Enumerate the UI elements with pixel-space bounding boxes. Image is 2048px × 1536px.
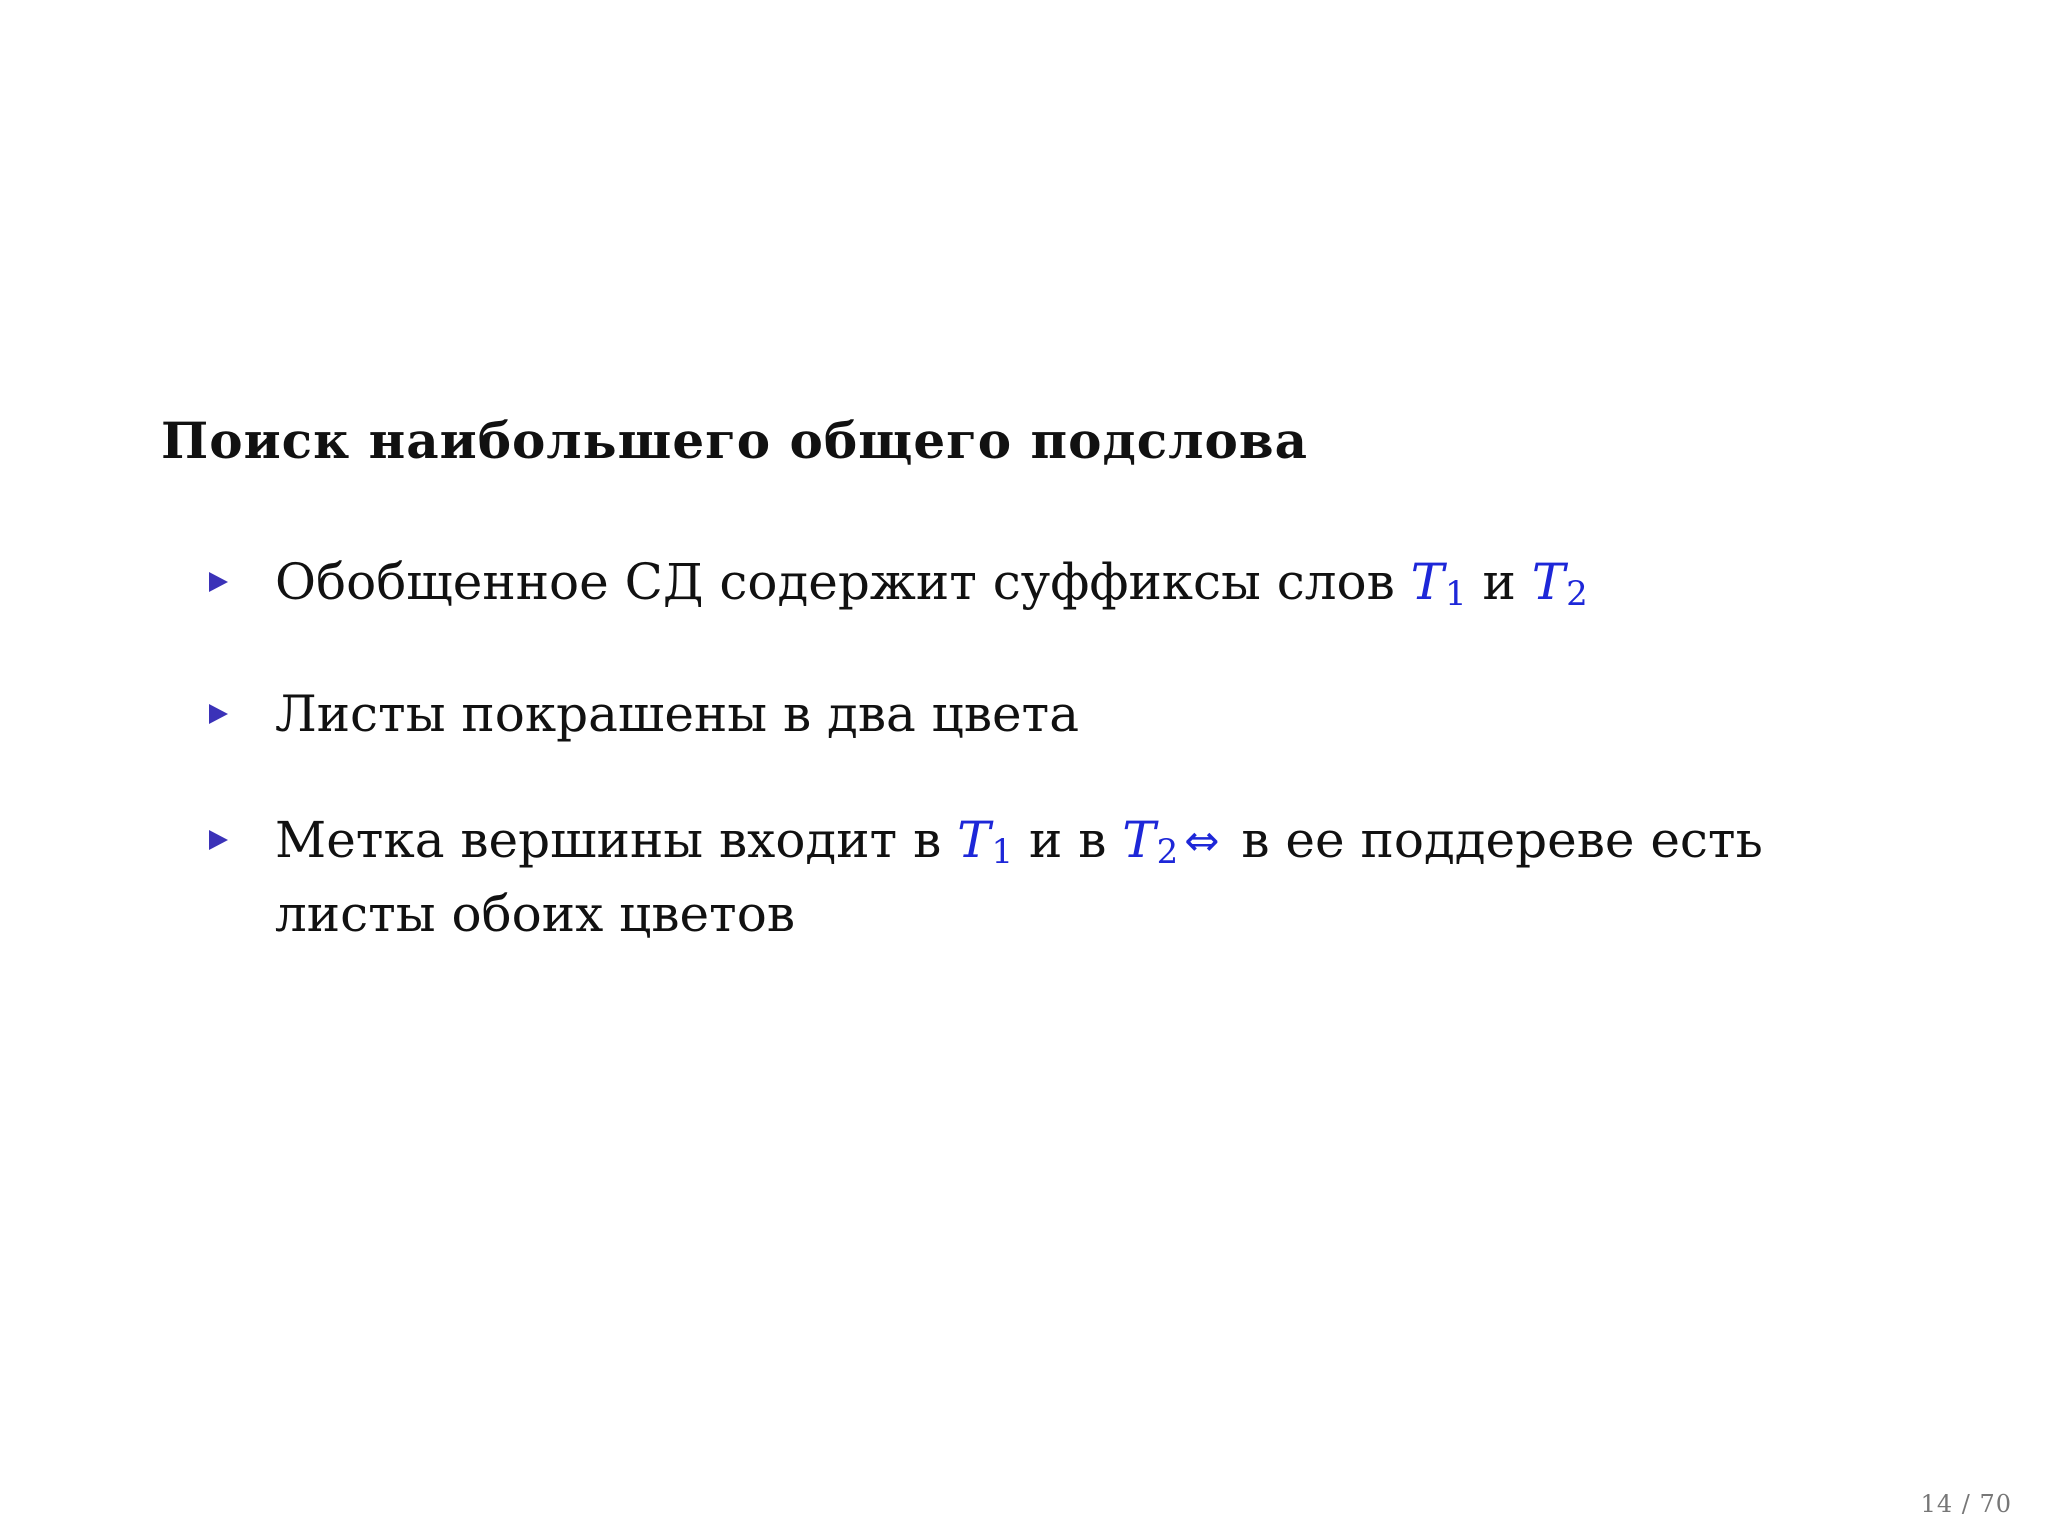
bullet-text-before-math: Обобщенное СД содержит суффиксы слов (275, 553, 1411, 611)
bullet-text (275, 548, 1835, 622)
bullet-item-leaf-colors (205, 680, 1905, 748)
math-t1: $T_1$ (1410, 553, 1467, 614)
bullet-item-suffixes (205, 548, 1905, 622)
page-number: 14 / 70 (1920, 1490, 2012, 1518)
math-t2: $T_2$ (1122, 811, 1179, 872)
triangle-bullet-icon (205, 680, 275, 748)
bullet-text: Листы покрашены в два цвета (275, 685, 1080, 743)
bullet-text-middle: и в (1013, 811, 1123, 869)
bullet-text (275, 806, 1835, 948)
slide-title: Поиск наибольшего общего подслова (161, 410, 1308, 470)
triangle-bullet-icon (205, 806, 275, 874)
bullet-text-before-math: Метка вершины входит в (275, 811, 958, 869)
bullet-item-vertex-label (205, 806, 1905, 948)
bullet-text-after-symbol: в ее поддереве есть листы обоих цветов (275, 811, 1763, 943)
bullet-text-middle: и (1466, 553, 1532, 611)
bullet-list (205, 548, 1905, 1006)
triangle-bullet-icon (205, 548, 275, 616)
equivalence-symbol: ⇔ (1184, 816, 1220, 865)
math-t1: $T_1$ (957, 811, 1014, 872)
math-t2: $T_2$ (1531, 553, 1588, 614)
